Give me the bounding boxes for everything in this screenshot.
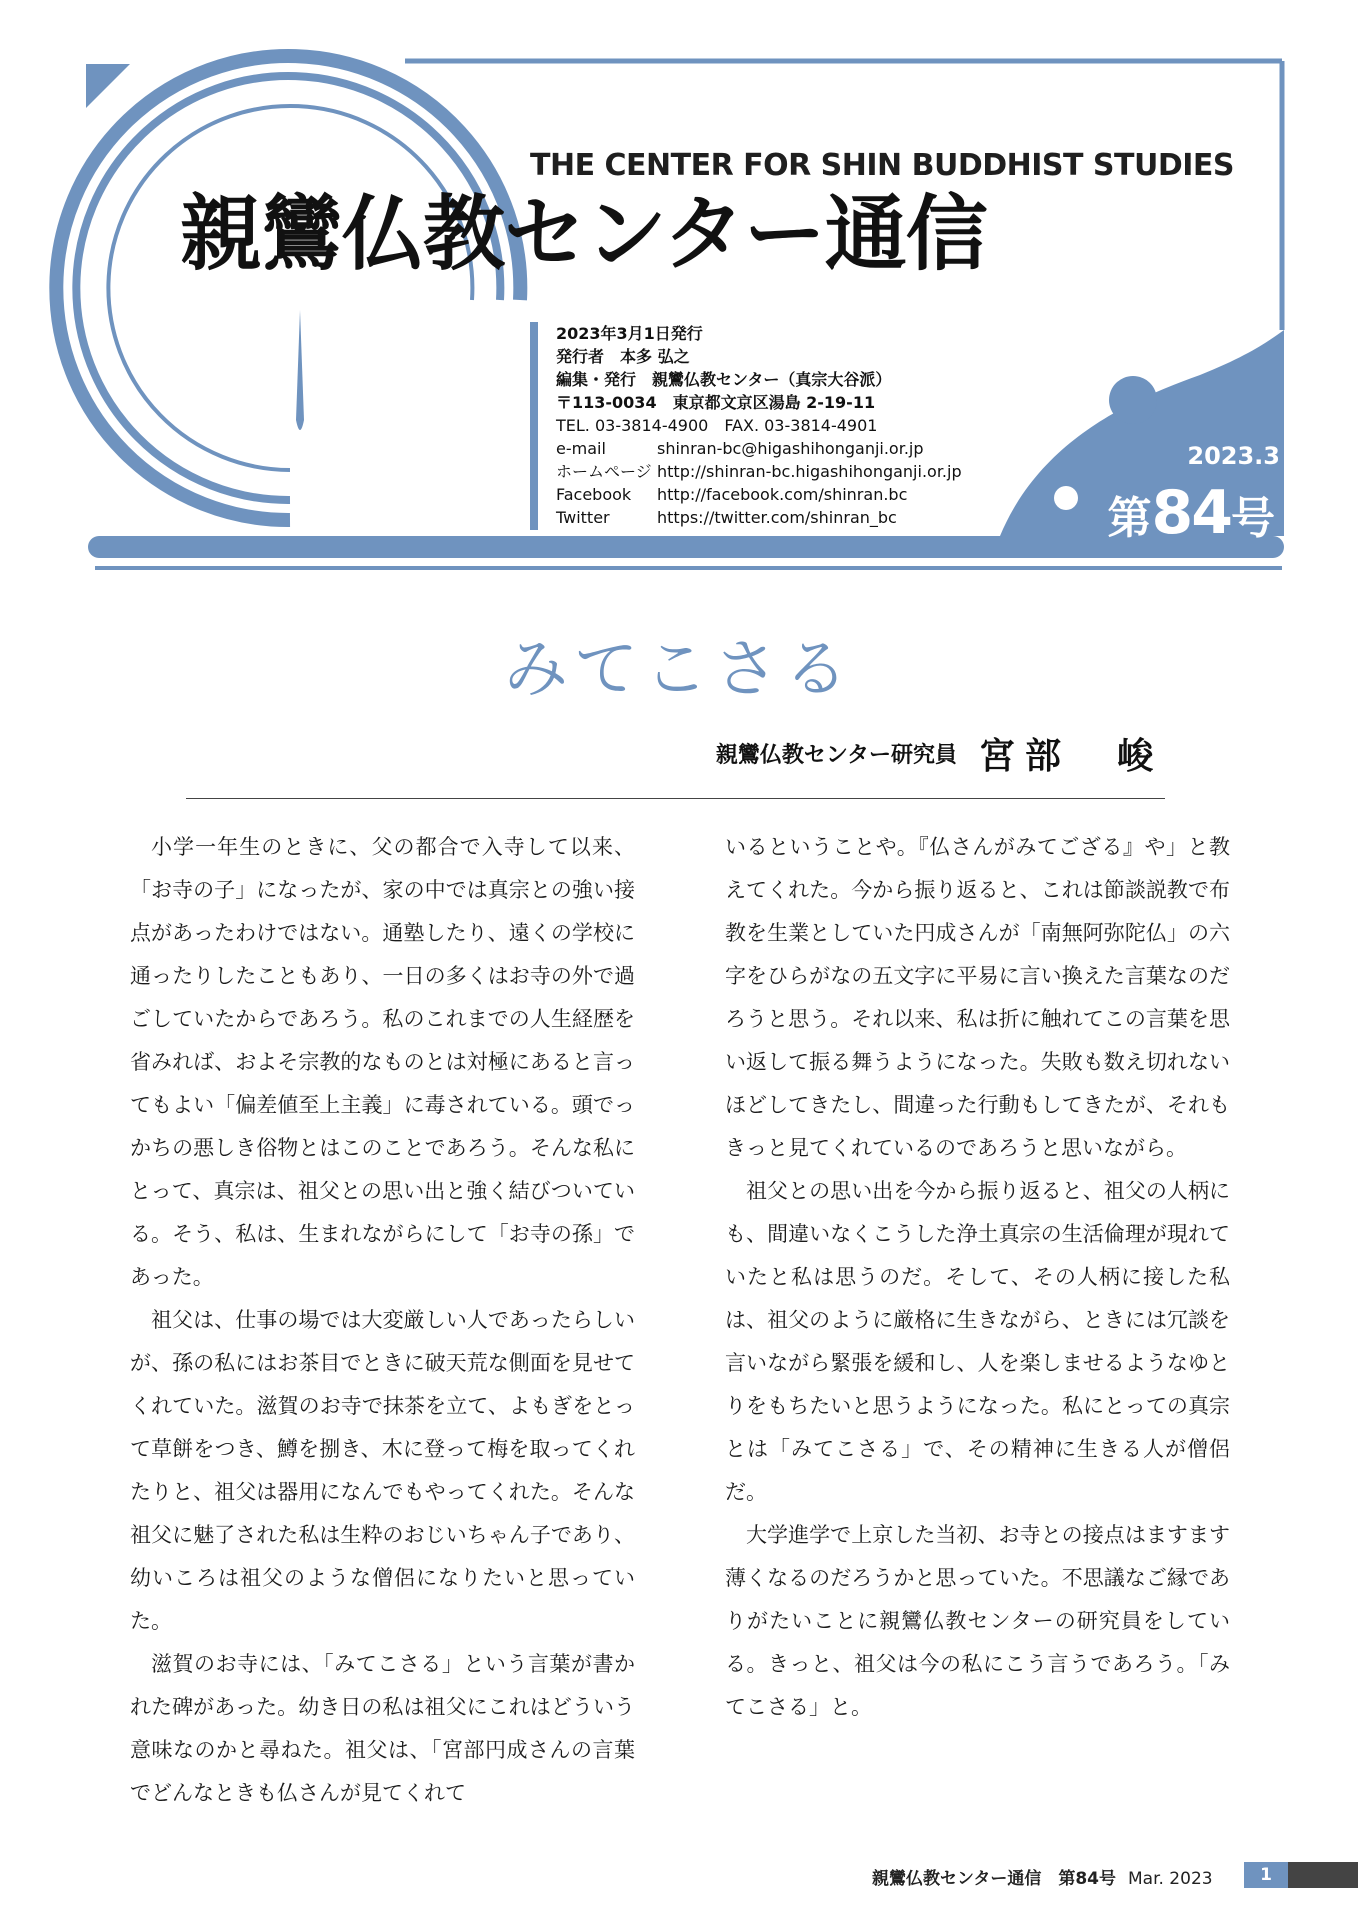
divider <box>186 798 1165 799</box>
inner-ring <box>108 106 472 470</box>
facebook-link[interactable]: http://facebook.com/shinran.bc <box>657 485 908 504</box>
badge-dot-small <box>1054 486 1078 510</box>
top-left-corner <box>86 64 130 108</box>
issue-suffix: 号 <box>1231 493 1275 544</box>
email-label: e-mail <box>556 439 606 458</box>
paragraph: 大学進学で上京した当初、お寺との接点はますます薄くなるのだろうかと思っていた。不思議なご縁でありがたいことに親鸞仏教センターの研究員をしている。きっと、祖父は今の私にこう言うであろう。「みてこさる」と。 <box>725 1523 1230 1719</box>
article-column-left <box>130 826 635 1815</box>
twitter-row <box>556 506 1036 529</box>
footer-date: Mar. 2023 <box>1127 1869 1213 1889</box>
page-number: 1 <box>1244 1862 1288 1888</box>
twitter-label: Twitter <box>556 508 610 527</box>
needle <box>296 310 304 430</box>
paragraph: 祖父は、仕事の場では大変厳しい人であったらしいが、孫の私にはお茶目でときに破天荒な側面を見せてくれていた。滋賀のお寺で抹茶を立て、よもぎをとって草餅をつき、鱒を捌き、木に登って梅を取ってくれたりと、祖父は器用になんでもやってくれた。そんな祖父に魅了された私は生粋のおじいちゃん子であり、幼いころは祖父のような僧侶になりたいと思っていた。 <box>130 1308 635 1633</box>
publisher: 発行者 本多 弘之 <box>556 347 690 366</box>
issue-number-value: 84 <box>1151 478 1231 548</box>
outer-ring <box>56 56 520 520</box>
issue-number <box>1105 478 1275 548</box>
english-title: THE CENTER FOR SHIN BUDDHIST STUDIES <box>530 148 1235 183</box>
page-footer <box>872 1862 1358 1888</box>
facebook-label: Facebook <box>556 485 632 504</box>
paragraph: 滋賀のお寺には、「みてこさる」という言葉が書かれた碑があった。幼き日の私は祖父にこれはどういう意味なのかと尋ねた。祖父は、「宮部円成さんの言葉でどんなときも仏さんが見てくれて <box>130 1652 635 1805</box>
footer-publication: 親鸞仏教センター通信 第84号 <box>872 1869 1116 1889</box>
address: 〒113-0034 東京都文京区湯島 2-19-11 <box>556 393 876 412</box>
issue-date: 2023.3 <box>1187 442 1280 470</box>
phone-fax: TEL. 03-3814-4900 FAX. 03-3814-4901 <box>556 416 878 435</box>
editor: 編集・発行 親鸞仏教センター（真宗大谷派） <box>556 370 892 389</box>
publication-info <box>556 322 1036 529</box>
japanese-title: 親鸞仏教センター通信 <box>180 187 987 282</box>
author-role: 親鸞仏教センター研究員 <box>715 742 957 768</box>
email-link[interactable]: shinran-bc@higashihonganji.or.jp <box>657 439 924 458</box>
article-title: みてこさる <box>504 633 854 707</box>
badge-dot-large <box>1109 376 1157 424</box>
paragraph: 祖父との思い出を今から振り返ると、祖父の人柄にも、間違いなくこうした浄土真宗の生活倫理が現れていたと私は思うのだ。そして、その人柄に接した私は、祖父のように厳格に生きながら、ときには冗談を言いながら緊張を緩和し、人を楽しませるようなゆとりをもちたいと思うようになった。私にとっての真宗とは「みてこさる」で、その精神に生きる人が僧侶だ。 <box>725 1179 1230 1504</box>
byline <box>716 728 1163 779</box>
small-dot <box>108 86 120 98</box>
facebook-row <box>556 483 1036 506</box>
email-row <box>556 437 1036 460</box>
published-date: 2023年3月1日発行 <box>556 324 703 343</box>
homepage-link[interactable]: http://shinran-bc.higashihonganji.or.jp <box>657 462 962 481</box>
issue-prefix: 第 <box>1107 493 1152 544</box>
article-column-right <box>725 826 1230 1729</box>
homepage-row <box>556 460 1036 483</box>
homepage-label: ホームページ <box>556 462 652 481</box>
middle-ring <box>76 76 500 500</box>
footer-text <box>872 1864 1213 1889</box>
twitter-link[interactable]: https://twitter.com/shinran_bc <box>657 508 897 527</box>
info-bar <box>530 322 538 530</box>
author-name: 宮部 峻 <box>978 735 1163 777</box>
paragraph: 小学一年生のときに、父の都合で入寺して以来、「お寺の子」になったが、家の中では真宗との強い接点があったわけではない。通塾したり、遠くの学校に通ったりしたこともあり、一日の多くはお寺の外で過ごしていたからであろう。私のこれまでの人生経歴を省みれば、およそ宗教的なものとは対極にあると言ってもよい「偏差値至上主義」に毒されている。頭でっかちの悪しき俗物とはこのことであろう。そんな私にとって、真宗は、祖父との思い出と強く結びついている。そう、私は、生まれながらにして「お寺の孫」であった。 <box>130 835 635 1289</box>
paragraph: いるということや。『仏さんがみてござる』や」と教えてくれた。今から振り返ると、これは節談説教で布教を生業としていた円成さんが「南無阿弥陀仏」の六字をひらがなの五文字に平易に言い換えた言葉なのだろうと思う。それ以来、私は折に触れてこの言葉を思い返して振る舞うようになった。失敗も数え切れないほどしてきたし、間違った行動もしてきたが、それもきっと見てくれているのであろうと思いながら。 <box>725 835 1230 1160</box>
